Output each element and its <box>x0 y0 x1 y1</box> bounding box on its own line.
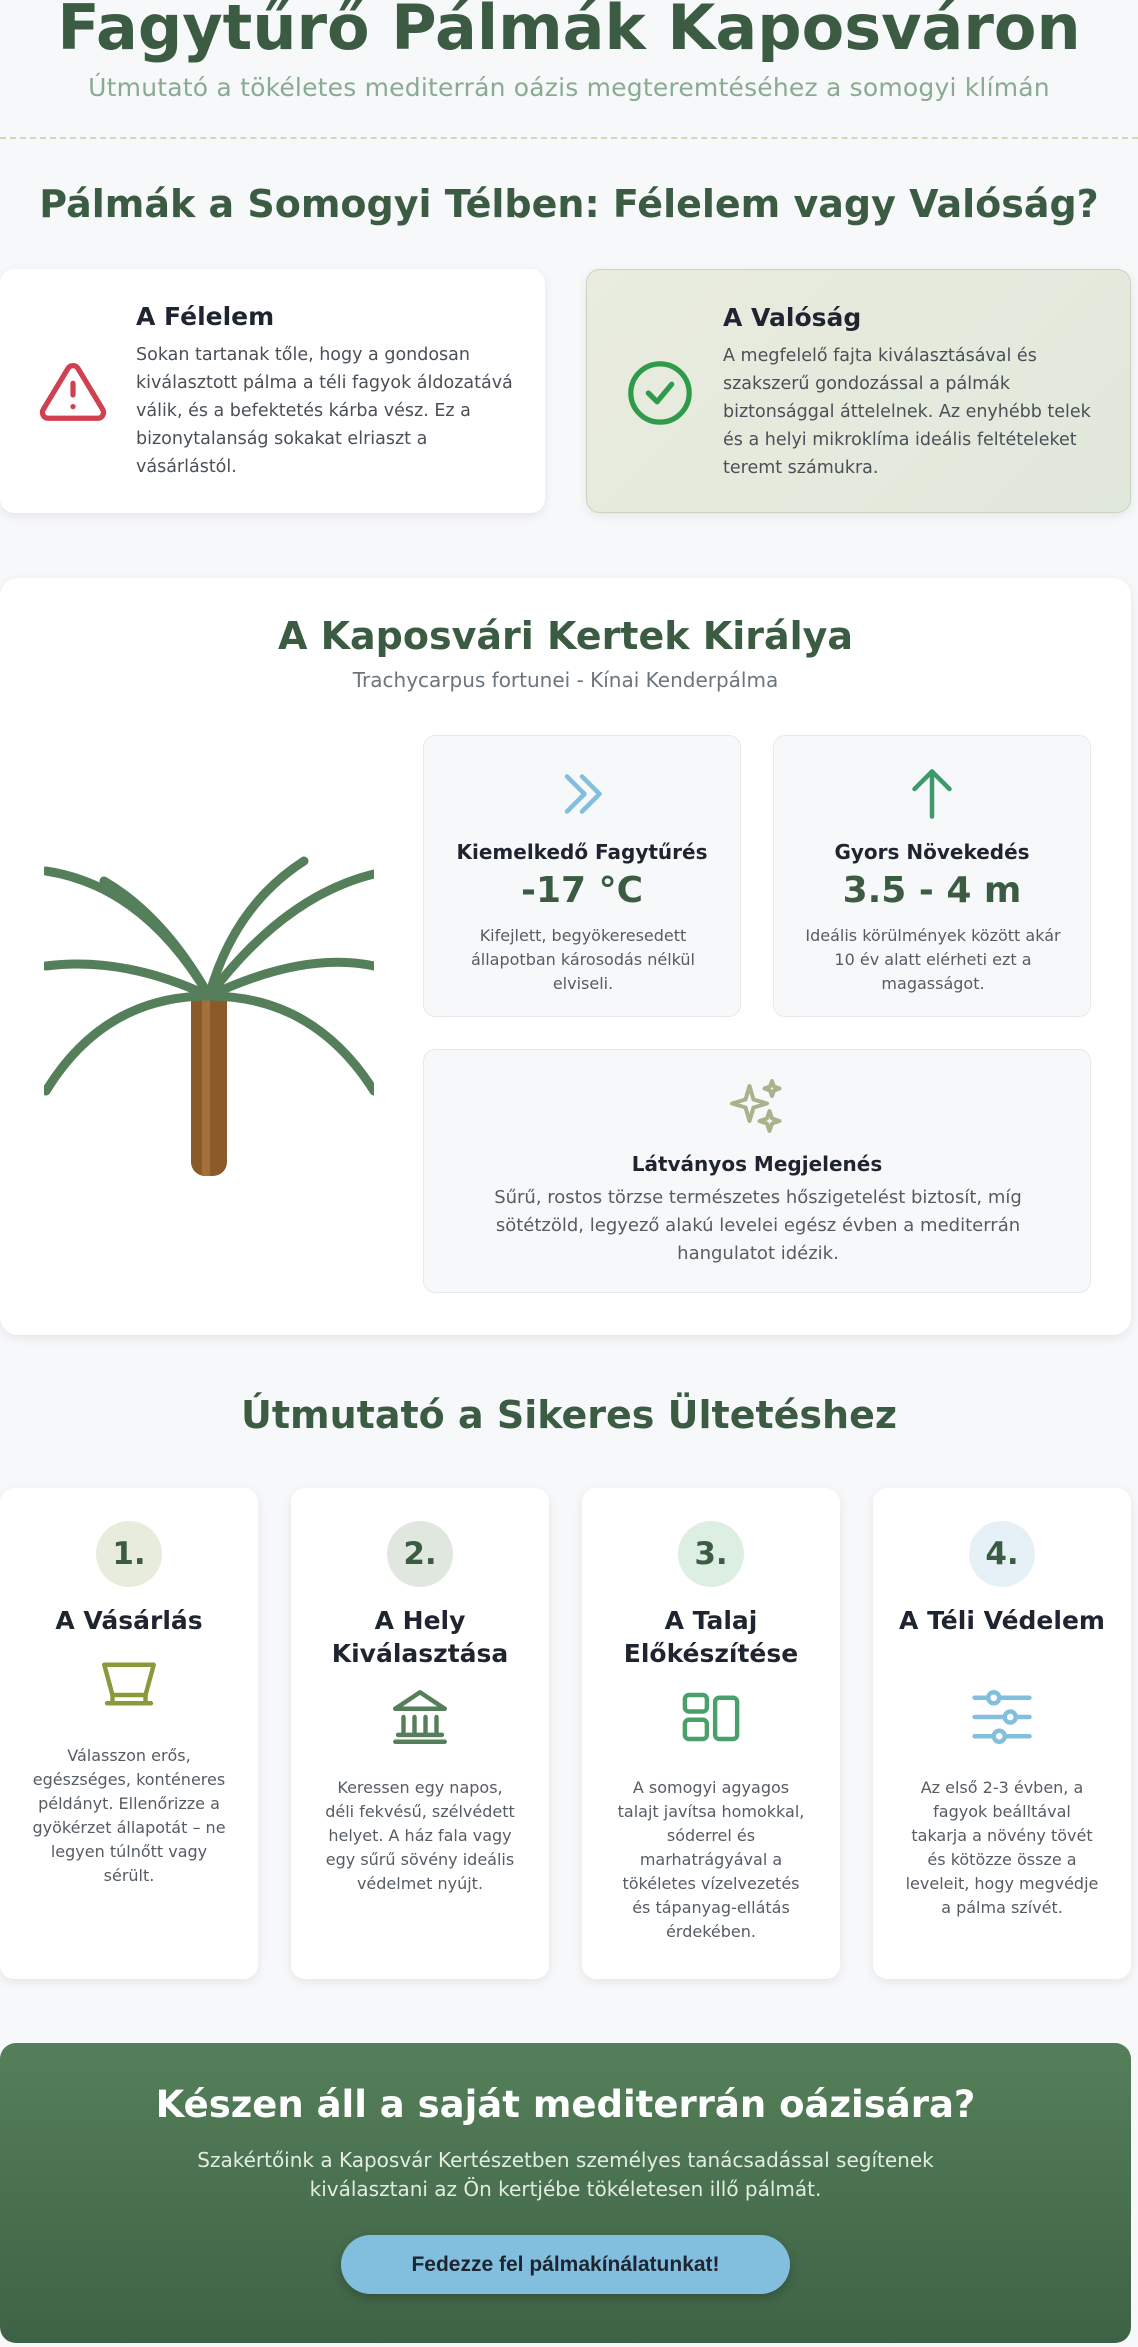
step-card-soil <box>582 1488 840 1979</box>
step-card-purchase <box>0 1488 258 1979</box>
explore-palms-button[interactable]: Fedezze fel pálmakínálatunkat! <box>341 2235 790 2294</box>
reality-text: A megfelelő fajta kiválasztásával és szakszerű gondozással a pálmák biztonsággal áttelelnek. Az enyhébb telek és a helyi mikroklíma ideális feltételeket teremt számukra. <box>723 346 1091 478</box>
guide-section-title: Útmutató a Sikeres Ültetéshez <box>241 1393 897 1437</box>
sliders-icon <box>969 1684 1035 1750</box>
building-icon <box>387 1684 453 1750</box>
step-text: A somogyi agyagos talajt javítsa homokkal, sóderrel és marhatrágyával a tökéletes vízelvezetés és tápanyag-ellátás érdekében. <box>617 1778 805 1941</box>
step-text: Válasszon erős, egészséges, konténeres példányt. Ellenőrizze a gyökérzet állapotát – ne legyen túlnőtt vagy sérült. <box>32 1746 226 1885</box>
step-card-location <box>291 1488 549 1979</box>
arrow-up-icon <box>902 764 962 824</box>
step-title: A Hely Kiválasztása <box>331 1606 509 1668</box>
step-number: 4. <box>969 1521 1035 1587</box>
fear-card <box>0 269 545 513</box>
double-chevron-right-icon <box>552 764 612 824</box>
feature-appearance-card <box>423 1049 1091 1293</box>
page-header <box>0 0 1138 102</box>
feature-title: Látványos Megjelenés <box>631 1152 883 1176</box>
feature-value: -17 °C <box>521 870 643 911</box>
feature-text: Kifejlett, begyökeresedett állapotban károsodás nélkül elviseli. <box>470 926 695 993</box>
king-title: A Kaposvári Kertek Királya <box>277 614 854 658</box>
king-card <box>0 578 1131 1335</box>
feature-title: Gyors Növekedés <box>834 840 1030 864</box>
step-number: 3. <box>678 1521 744 1587</box>
feature-title: Kiemelkedő Fagytűrés <box>456 840 708 864</box>
step-card-winter <box>873 1488 1131 1979</box>
step-number: 2. <box>387 1521 453 1587</box>
page-title: Fagytűrő Pálmák Kaposváron <box>57 0 1081 64</box>
step-text: Az első 2-3 évben, a fagyok beálltával takarja a növény tövét és kötözze össze a leveleit, hogy megvédje a pálma szívét. <box>905 1778 1099 1917</box>
feature-growth-card <box>773 735 1091 1017</box>
feature-frost-card <box>423 735 741 1017</box>
step-number: 1. <box>96 1521 162 1587</box>
page-subtitle: Útmutató a tökéletes mediterrán oázis megteremtéséhez a somogyi klímán <box>88 73 1050 102</box>
reality-card <box>586 269 1131 513</box>
fear-title: A Félelem <box>136 302 275 331</box>
step-title: A Vásárlás <box>55 1606 203 1635</box>
pot-icon <box>96 1651 162 1717</box>
layout-blocks-icon <box>678 1684 744 1750</box>
cta-banner <box>0 2043 1131 2343</box>
fear-text: Sokan tartanak tőle, hogy a gondosan kiválasztott pálma a téli fagyok áldozatává válik, és a befektetés kárba vész. Ez a bizonytalanság sokakat elriaszt a vásárlástól. <box>136 345 513 477</box>
palm-tree-illustration <box>44 856 374 1176</box>
feature-text: Ideális körülmények között akár 10 év alatt elérheti ezt a magasságot. <box>805 926 1061 993</box>
step-text: Keressen egy napos, déli fekvésű, szélvédett helyet. A ház fala vagy egy sűrű sövény ideális védelmet nyújt. <box>325 1778 515 1893</box>
feature-value: 3.5 - 4 m <box>842 870 1022 911</box>
sparkles-icon <box>727 1076 787 1136</box>
step-title: A Téli Védelem <box>899 1606 1105 1635</box>
cta-title: Készen áll a saját mediterrán oázisára? <box>155 2083 976 2126</box>
king-subtitle: Trachycarpus fortunei - Kínai Kenderpálma <box>352 668 779 692</box>
header-divider <box>0 137 1138 139</box>
step-title: A Talaj Előkészítése <box>623 1606 799 1668</box>
reality-title: A Valóság <box>723 303 862 332</box>
warning-triangle-icon <box>38 357 108 427</box>
myth-section-title: Pálmák a Somogyi Télben: Félelem vagy Valóság? <box>39 182 1099 226</box>
check-circle-icon <box>625 358 695 428</box>
feature-text: Sűrű, rostos törzse természetes hőszigetelést biztosít, míg sötétzöld, legyező alakú levelei egész évben a mediterrán hangulatot idézik. <box>494 1187 1022 1264</box>
cta-text: Szakértőink a Kaposvár Kertészetben személyes tanácsadással segítenek kiválasztani az Ön kertjébe tökéletesen illő pálmát. <box>197 2148 934 2201</box>
